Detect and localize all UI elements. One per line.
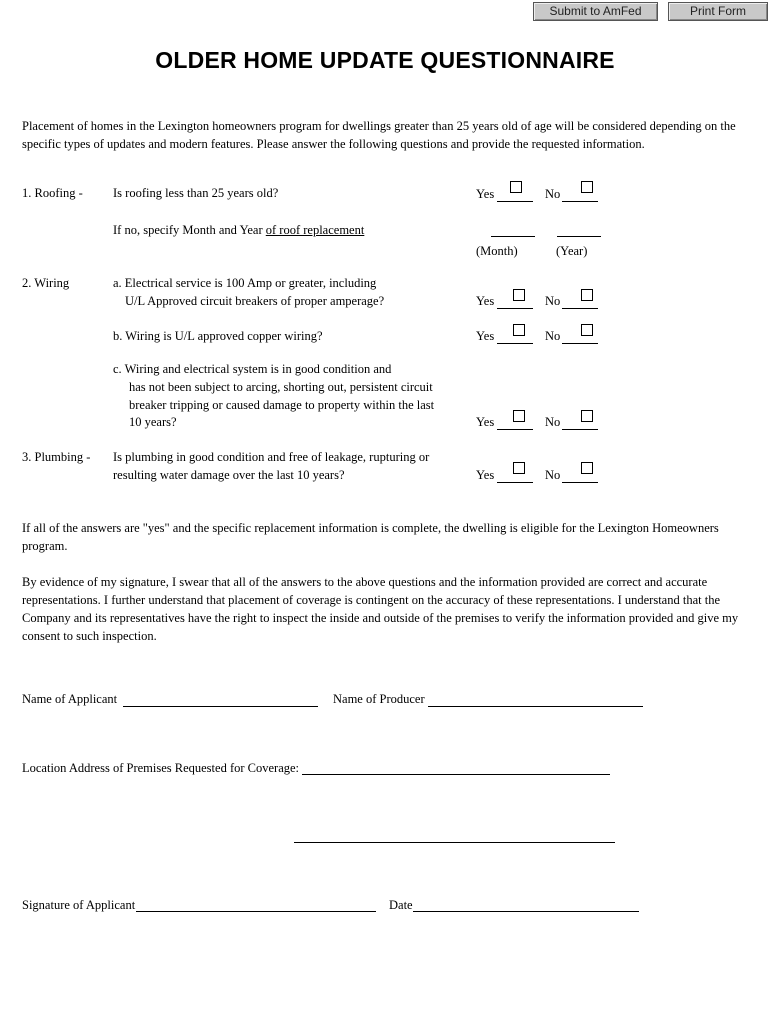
plumbing-no-line bbox=[562, 482, 598, 483]
page-title: OLDER HOME UPDATE QUESTIONNAIRE bbox=[155, 47, 615, 73]
wiring-c-yes-label: Yes bbox=[476, 415, 495, 429]
plumbing-label: 3. Plumbing - bbox=[22, 450, 91, 464]
wiring-c-line2: has not been subject to arcing, shorting out, persistent circuit bbox=[129, 380, 433, 394]
roofing-followup bbox=[113, 223, 364, 238]
applicant-name-field[interactable] bbox=[123, 706, 318, 707]
wiring-b-no-label: No bbox=[545, 329, 561, 343]
roofing-yes-label: Yes bbox=[476, 187, 495, 201]
plumbing-yes-line bbox=[497, 482, 533, 483]
wiring-a-line2: U/L Approved circuit breakers of proper amperage? bbox=[125, 294, 385, 308]
wiring-b: b. Wiring is U/L approved copper wiring? bbox=[113, 329, 323, 343]
wiring-b-no-checkbox[interactable] bbox=[581, 324, 593, 336]
roofing-question: Is roofing less than 25 years old? bbox=[113, 186, 279, 200]
wiring-b-yes-line bbox=[497, 343, 533, 344]
roofing-no-label: No bbox=[545, 187, 561, 201]
producer-name-field[interactable] bbox=[428, 706, 643, 707]
wiring-a-yes-line bbox=[497, 308, 533, 309]
producer-name-label: Name of Producer bbox=[333, 692, 425, 706]
plumbing-no-checkbox[interactable] bbox=[581, 462, 593, 474]
roofing-no-line bbox=[562, 201, 598, 202]
plumbing-line2: resulting water damage over the last 10 years? bbox=[113, 468, 345, 482]
date-label: Date bbox=[389, 898, 413, 912]
date-field[interactable] bbox=[413, 911, 639, 912]
wiring-c-no-line bbox=[562, 429, 598, 430]
roofing-yes-checkbox[interactable] bbox=[510, 181, 522, 193]
wiring-a-yes-checkbox[interactable] bbox=[513, 289, 525, 301]
roofing-no-checkbox[interactable] bbox=[581, 181, 593, 193]
wiring-a-no-checkbox[interactable] bbox=[581, 289, 593, 301]
signature-field[interactable] bbox=[136, 911, 376, 912]
roofing-followup-prefix: If no, specify Month and Year bbox=[113, 223, 266, 237]
wiring-c-yes-line bbox=[497, 429, 533, 430]
location-address-field[interactable] bbox=[302, 774, 610, 775]
applicant-name-label: Name of Applicant bbox=[22, 692, 118, 706]
submit-button[interactable]: Submit to AmFed bbox=[533, 2, 658, 21]
plumbing-no-label: No bbox=[545, 468, 561, 482]
wiring-a-yes-label: Yes bbox=[476, 294, 495, 308]
wiring-label: 2. Wiring bbox=[22, 276, 70, 290]
month-label: (Month) bbox=[476, 244, 518, 258]
roof-month-field[interactable] bbox=[491, 236, 535, 237]
roofing-label: 1. Roofing - bbox=[22, 186, 83, 200]
attestation-paragraph: By evidence of my signature, I swear that all of the answers to the above questions and the information provided are correct and accurate representations. I further understand that placement of coverage is contingent on the accuracy of these representations. I understand that the Company and its representatives have the right to inspect the inside and outside of the premises to verify the information provided and give my consent to such inspection. bbox=[22, 575, 739, 643]
roofing-followup-underlined: of roof replacement bbox=[265, 223, 365, 237]
wiring-b-yes-checkbox[interactable] bbox=[513, 324, 525, 336]
plumbing-yes-checkbox[interactable] bbox=[513, 462, 525, 474]
plumbing-yes-label: Yes bbox=[476, 468, 495, 482]
location-address-field-line2[interactable] bbox=[294, 842, 615, 843]
roof-year-field[interactable] bbox=[557, 236, 601, 237]
signature-label: Signature of Applicant bbox=[22, 898, 136, 912]
wiring-c-no-checkbox[interactable] bbox=[581, 410, 593, 422]
roofing-yes-line bbox=[497, 201, 533, 202]
wiring-a-no-line bbox=[562, 308, 598, 309]
wiring-b-no-line bbox=[562, 343, 598, 344]
wiring-c-line3: breaker tripping or caused damage to property within the last bbox=[129, 398, 435, 412]
wiring-c-no-label: No bbox=[545, 415, 561, 429]
wiring-c-yes-checkbox[interactable] bbox=[513, 410, 525, 422]
eligibility-paragraph: If all of the answers are "yes" and the specific replacement information is complete, the dwelling is eligible for the Lexington Homeowners program. bbox=[22, 521, 719, 553]
wiring-c-line1: c. Wiring and electrical system is in good condition and bbox=[113, 362, 392, 376]
wiring-c-line4: 10 years? bbox=[129, 415, 177, 429]
location-address-label: Location Address of Premises Requested for Coverage: bbox=[22, 761, 300, 775]
print-button[interactable]: Print Form bbox=[668, 2, 768, 21]
plumbing-line1: Is plumbing in good condition and free of leakage, rupturing or bbox=[113, 450, 430, 464]
intro-paragraph: Placement of homes in the Lexington homeowners program for dwellings greater than 25 years old of age will be considered depending on the specific types of updates and modern features. Please answer the following questions and provide the requested information. bbox=[22, 119, 736, 151]
wiring-b-yes-label: Yes bbox=[476, 329, 495, 343]
year-label: (Year) bbox=[556, 244, 588, 258]
wiring-a-line1: a. Electrical service is 100 Amp or greater, including bbox=[113, 276, 377, 290]
wiring-a-no-label: No bbox=[545, 294, 561, 308]
